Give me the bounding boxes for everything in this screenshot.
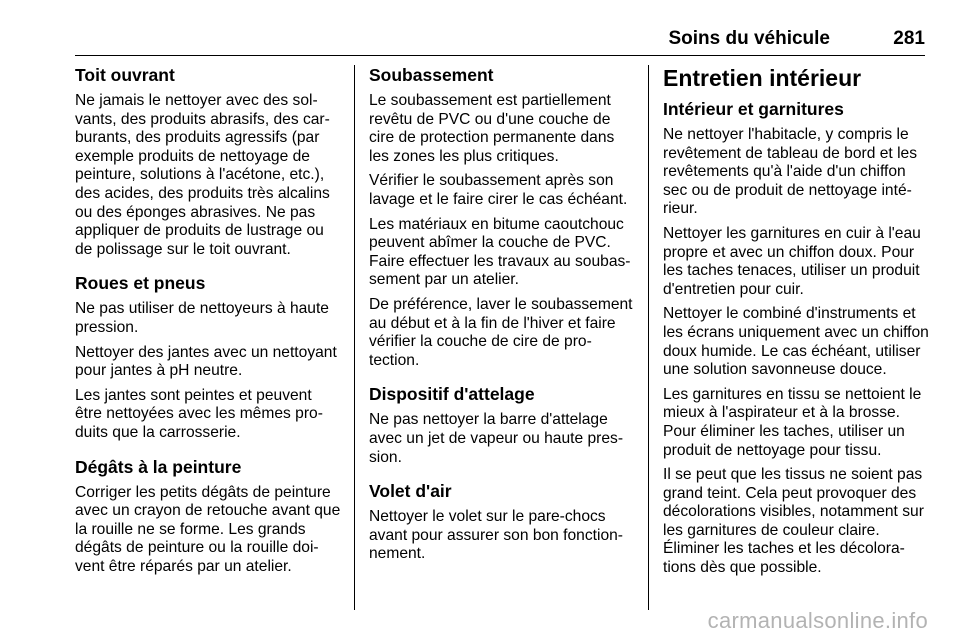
paragraph-soubassement-4: De préférence, laver le soubassement au début et à la fin de l'hiver et faire vérifier la couche de cire de protection. <box>369 295 633 369</box>
paragraph-roues-1: Ne pas utiliser de nettoyeurs à haute pression. <box>75 300 329 336</box>
heading-roues-pneus: Roues et pneus <box>75 273 206 294</box>
column-divider-2 <box>648 65 649 610</box>
paragraph-toit-ouvrant: Ne jamais le nettoyer avec des solvants, des produits abrasifs, des carburants, des produits agressifs (par exemple produits de nettoyage de peinture, solutions à l'acétone, etc.), des acides, des produits très alcalins ou des éponges abrasives. Ne pas appliquer de produits de lustrage ou de polissage sur le toit ouvrant. <box>75 92 330 258</box>
paragraph-volet-air: Nettoyer le volet sur le pare-chocs avant pour assurer son bon fonctionnement. <box>369 508 623 563</box>
watermark: carmanualsonline.info <box>707 608 928 633</box>
header-rule <box>75 55 925 56</box>
paragraph-interieur-3: Nettoyer le combiné d'instruments et les écrans uniquement avec un chiffon doux humide. Le cas échéant, utiliser une solution savonneuse douce. <box>663 305 929 379</box>
heading-degats-peinture: Dégâts à la peinture <box>75 456 242 477</box>
paragraph-roues-3: Les jantes sont peintes et peuvent être nettoyées avec les mêmes produits que la carrosserie. <box>75 386 323 441</box>
paragraph-degats: Corriger les petits dégâts de peinture avec un crayon de retouche avant que la rouille ne se forme. Les grands dégâts de peinture ou la rouille doivent être réparés par un atelier. <box>75 483 341 575</box>
column-divider-1 <box>354 65 355 610</box>
heading-interieur-garnitures: Intérieur et garnitures <box>663 99 844 119</box>
paragraph-roues-2: Nettoyer des jantes avec un nettoyant pour jantes à pH neutre. <box>75 343 337 380</box>
paragraph-interieur-2: Nettoyer les garnitures en cuir à l'eau propre et avec un chiffon doux. Pour les taches tenaces, utiliser un produit d'entretien pour cuir. <box>663 224 921 298</box>
heading-attelage: Dispositif d'attelage <box>369 384 535 405</box>
heading-soubassement: Soubassement <box>369 65 494 85</box>
paragraph-interieur-1: Ne nettoyer l'habitacle, y compris le revêtement de tableau de bord et les revêtements qu'à l'aide d'un chiffon sec ou de produit de nettoyage intérieur. <box>663 126 917 218</box>
heading-entretien-interieur: Entretien intérieur <box>663 65 862 91</box>
paragraph-soubassement-2: Vérifier le soubassement après son lavage et le faire cirer le cas échéant. <box>369 172 628 208</box>
heading-volet-air: Volet d'air <box>369 481 452 502</box>
page-number: 281 <box>893 28 925 49</box>
heading-toit-ouvrant: Toit ouvrant <box>75 65 175 85</box>
paragraph-interieur-4: Les garnitures en tissu se nettoient le mieux à l'aspirateur et à la brosse. Pour éliminer les taches, utiliser un produit de nettoyage pour tissu. <box>663 385 922 459</box>
column-right <box>663 65 929 584</box>
column-middle <box>369 65 635 570</box>
paragraph-soubassement-1: Le soubassement est partiellement revêtu de PVC ou d'une couche de cire de protection permanente dans les zones les plus critiques. <box>369 92 615 165</box>
paragraph-attelage: Ne pas nettoyer la barre d'attelage avec un jet de vapeur ou haute pression. <box>369 411 624 466</box>
column-left <box>75 65 341 582</box>
section-title: Soins du véhicule <box>668 28 830 49</box>
paragraph-soubassement-3: Les matériaux en bitume caoutchouc peuvent abîmer la couche de PVC. Faire effectuer les travaux au soubassement par un atelier. <box>369 215 631 289</box>
paragraph-interieur-5: Il se peut que les tissus ne soient pas grand teint. Cela peut provoquer des décolorations visibles, notamment sur les garnitures de couleur claire. Éliminer les taches et les décolorations dès que possible. <box>663 466 924 577</box>
page-header <box>75 28 925 54</box>
